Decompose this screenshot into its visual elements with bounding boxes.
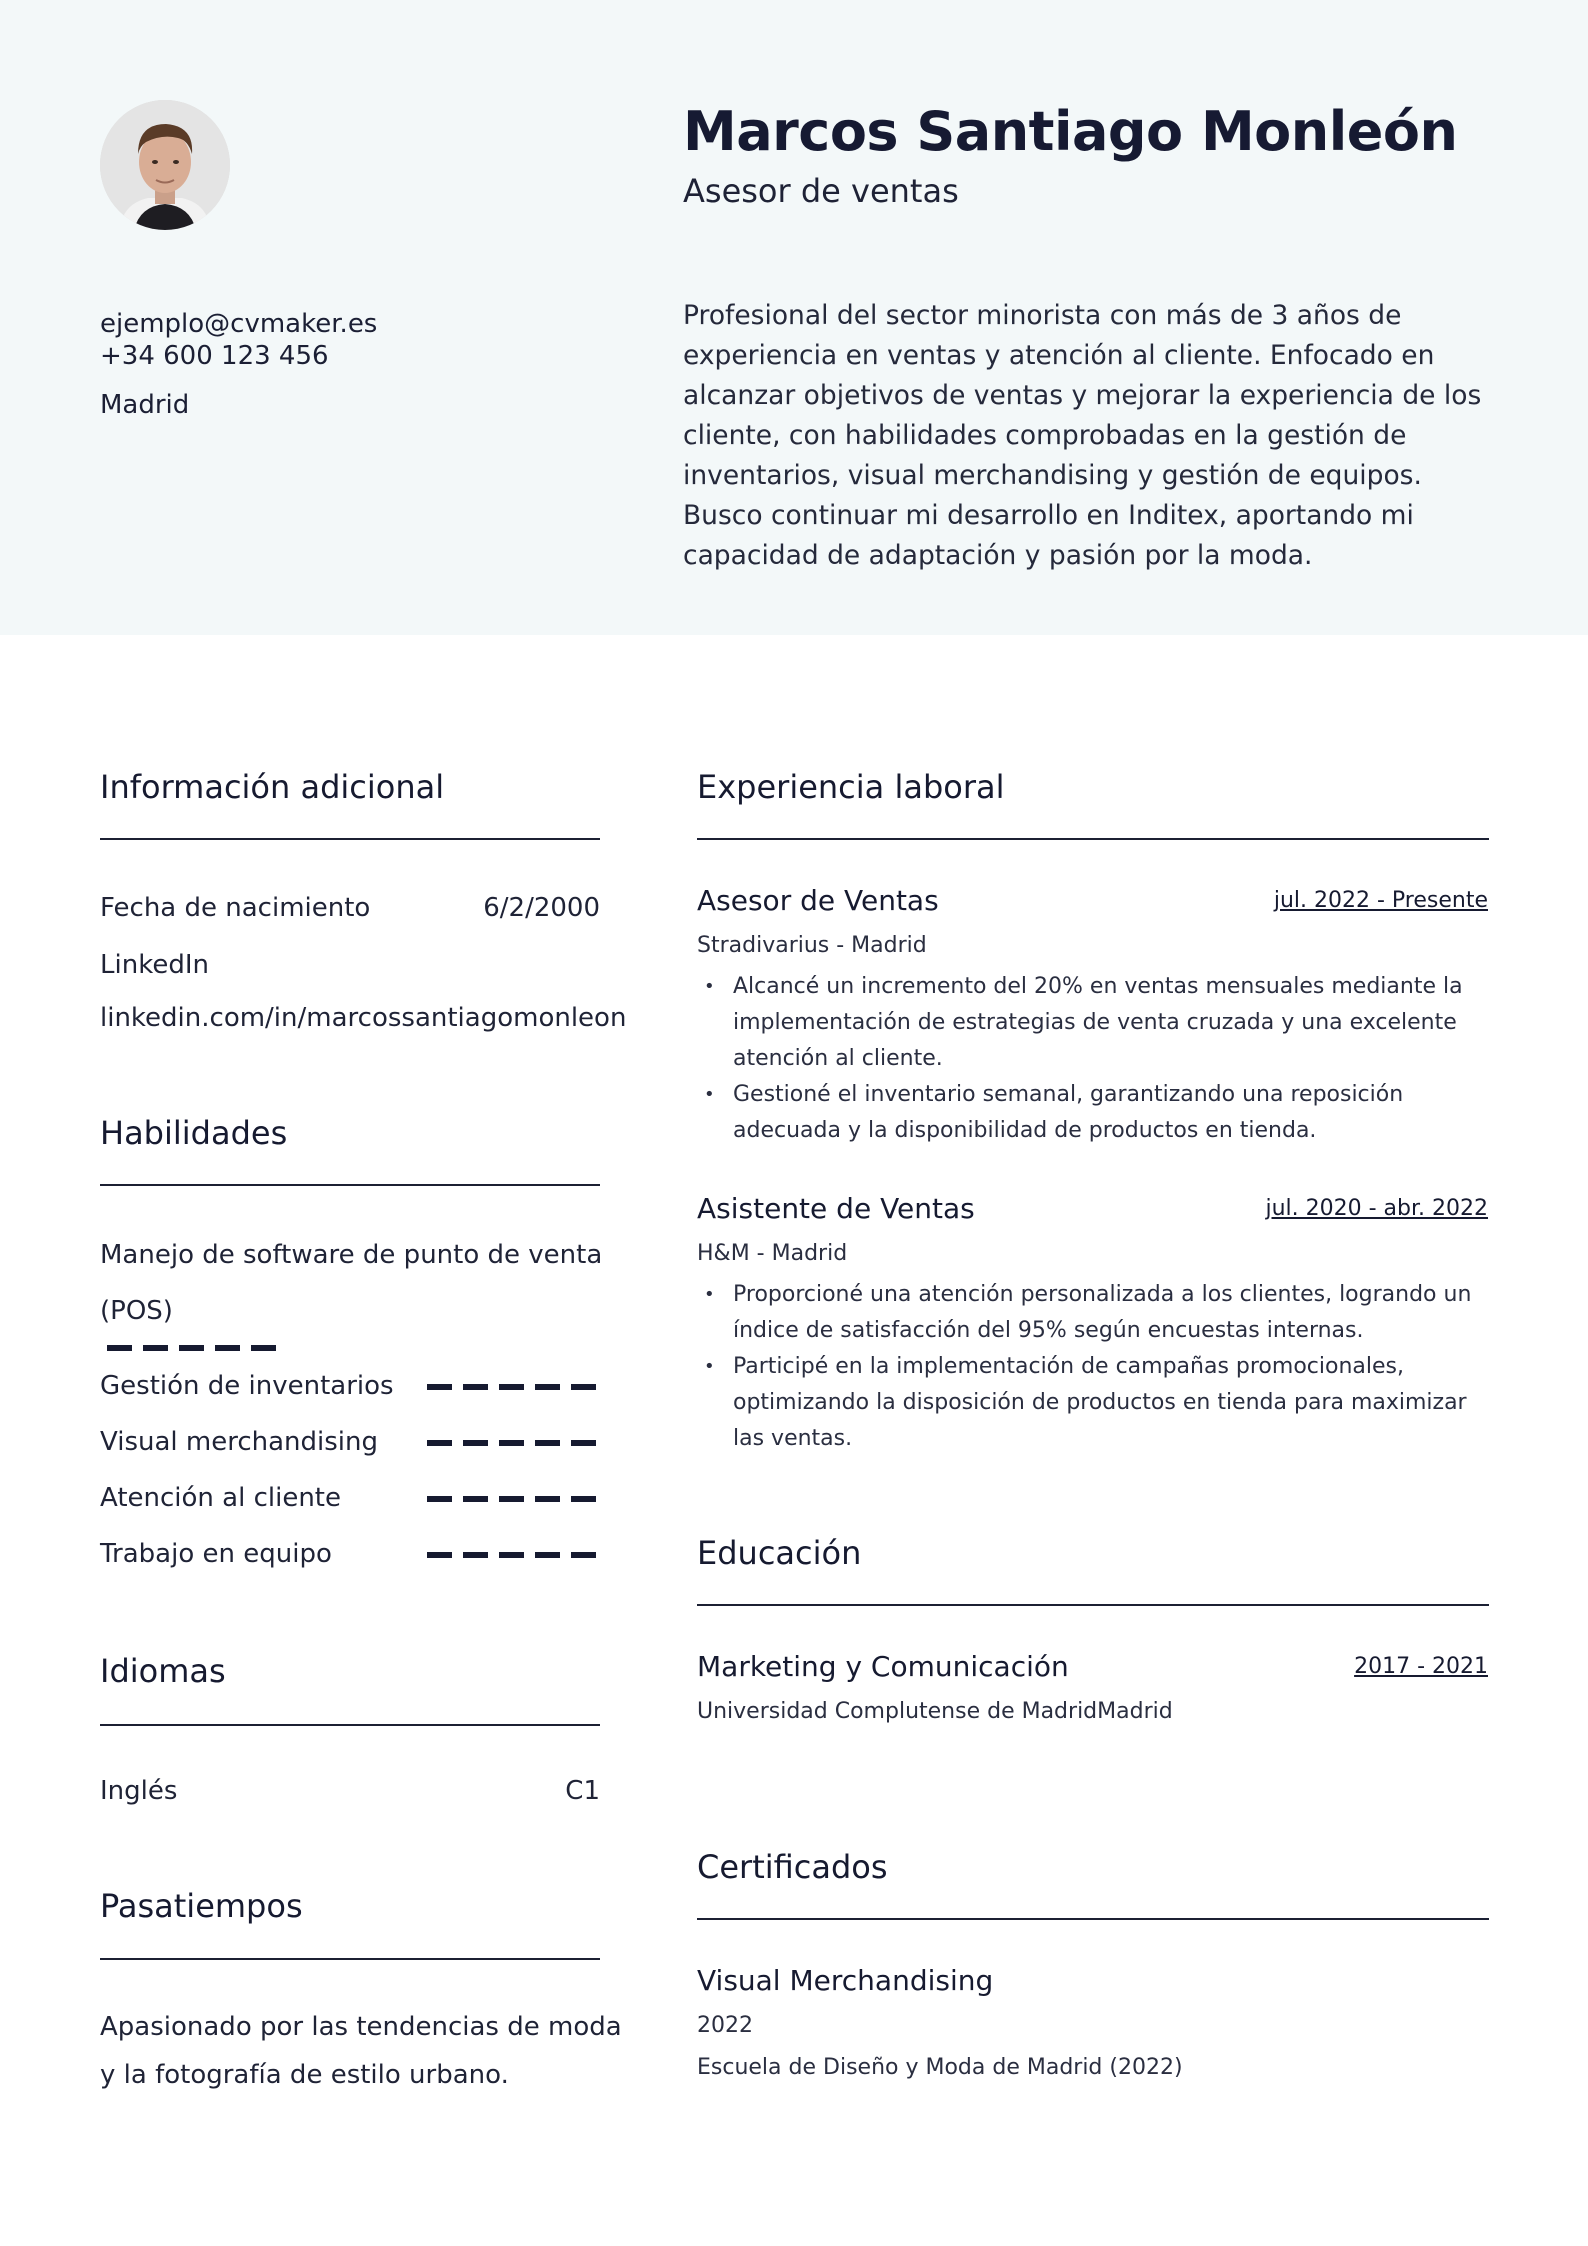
skill-level-bar xyxy=(427,1384,596,1390)
skill-level-segment xyxy=(499,1440,524,1446)
job-bullets xyxy=(697,969,1492,1149)
school-name: Universidad Complutense de MadridMadrid xyxy=(697,1699,1173,1724)
section-divider xyxy=(697,1918,1489,1920)
language-level: C1 xyxy=(565,1776,600,1806)
skill-level-segment xyxy=(499,1384,524,1390)
candidate-role: Asesor de ventas xyxy=(683,172,959,210)
birth-date-value: 6/2/2000 xyxy=(483,893,600,923)
skill-level-bar xyxy=(427,1552,596,1558)
job-company: H&M - Madrid xyxy=(697,1241,848,1266)
certificate-issuer: Escuela de Diseño y Moda de Madrid (2022) xyxy=(697,2055,1183,2080)
skill-level-segment xyxy=(251,1345,276,1351)
certificates-section xyxy=(697,1848,1489,1886)
birth-date-label: Fecha de nacimiento xyxy=(100,893,371,923)
profile-summary: Profesional del sector minorista con más de 3 años de experiencia en ventas y atención al cliente. Enfocado en alcanzar objetivos de ventas y mejorar la experiencia de los cliente, con habilidades comprobadas en la gestión de inventarios, visual merchandising y gestión de equipos. Busco continuar mi desarrollo en Inditex, aportando mi capacidad de adaptación y pasión por la moda. xyxy=(683,300,1482,571)
degree-title: Marketing y Comunicación xyxy=(697,1650,1069,1683)
language-name: Inglés xyxy=(100,1776,178,1806)
profile-photo xyxy=(100,100,230,230)
job-dates: jul. 2020 - abr. 2022 xyxy=(1265,1196,1488,1221)
skill-level-segment xyxy=(499,1552,524,1558)
section-divider xyxy=(100,1958,600,1960)
section-divider xyxy=(100,1724,600,1726)
skill-level-segment xyxy=(215,1345,240,1351)
skill-level-segment xyxy=(535,1496,560,1502)
phone-text: +34 600 123 456 xyxy=(100,341,329,371)
section-divider xyxy=(697,838,1489,840)
experience-section xyxy=(697,768,1489,806)
skill-name-continued: (POS) xyxy=(100,1296,173,1326)
education-section xyxy=(697,1534,1489,1572)
linkedin-link[interactable]: linkedin.com/in/marcossantiagomonleon xyxy=(100,1003,627,1033)
job-dates: jul. 2022 - Presente xyxy=(1273,888,1488,913)
job-bullets xyxy=(697,1277,1492,1457)
languages-section xyxy=(100,1652,600,1690)
skill-level-segment xyxy=(143,1345,168,1351)
job-title: Asesor de Ventas xyxy=(697,884,939,917)
skill-level-segment xyxy=(107,1345,132,1351)
section-divider xyxy=(100,1184,600,1186)
skill-level-segment xyxy=(463,1496,488,1502)
section-title: Experiencia laboral xyxy=(697,768,1005,806)
skill-level-segment xyxy=(535,1552,560,1558)
linkedin-label: LinkedIn xyxy=(100,950,209,980)
skill-level-segment xyxy=(571,1552,596,1558)
skill-level-segment xyxy=(427,1440,452,1446)
education-dates: 2017 - 2021 xyxy=(1354,1654,1488,1679)
certificate-name: Visual Merchandising xyxy=(697,1964,994,1997)
skills-section xyxy=(100,1114,600,1152)
skill-name: Visual merchandising xyxy=(100,1427,378,1457)
job-bullet: • Proporcioné una atención personalizada a los clientes, logrando un índice de satisfacción del 95% según encuestas internas. xyxy=(697,1277,1492,1349)
skill-name: Gestión de inventarios xyxy=(100,1371,394,1401)
section-title: Información adicional xyxy=(100,768,445,806)
candidate-name: Marcos Santiago Monleón xyxy=(683,100,1458,163)
job-company: Stradivarius - Madrid xyxy=(697,933,927,958)
skill-level-segment xyxy=(179,1345,204,1351)
contact-info xyxy=(100,308,377,421)
skill-level-bar xyxy=(427,1496,596,1502)
city-text: Madrid xyxy=(100,390,190,420)
skill-level-segment xyxy=(571,1384,596,1390)
section-divider xyxy=(697,1604,1489,1606)
skill-level-segment xyxy=(463,1440,488,1446)
skill-level-bar xyxy=(107,1345,276,1351)
skill-level-bar xyxy=(427,1440,596,1446)
certificate-year: 2022 xyxy=(697,2013,753,2038)
hobbies-text-continued: y la fotografía de estilo urbano. xyxy=(100,2060,509,2090)
language-row xyxy=(100,1776,600,1806)
section-title: Educación xyxy=(697,1534,862,1572)
job-bullet: • Participé en la implementación de campañas promocionales, optimizando la disposición de productos en tienda para maximizar las ventas. xyxy=(697,1349,1492,1457)
job-title: Asistente de Ventas xyxy=(697,1192,975,1225)
skill-name: Manejo de software de punto de venta xyxy=(100,1240,603,1270)
additional-info-section xyxy=(100,768,600,806)
skill-level-segment xyxy=(463,1384,488,1390)
section-title: Certificados xyxy=(697,1848,888,1886)
section-title: Habilidades xyxy=(100,1114,288,1152)
email-text: ejemplo@cvmaker.es xyxy=(100,309,378,339)
job-bullet: • Alcancé un incremento del 20% en ventas mensuales mediante la implementación de estrategias de venta cruzada y una excelente atención al cliente. xyxy=(697,969,1492,1077)
hobbies-text: Apasionado por las tendencias de moda xyxy=(100,2012,622,2042)
birth-date-row xyxy=(100,893,600,923)
skill-name: Atención al cliente xyxy=(100,1483,341,1513)
hobbies-section xyxy=(100,1887,600,1925)
section-title: Idiomas xyxy=(100,1652,226,1690)
skill-level-segment xyxy=(535,1440,560,1446)
skill-level-segment xyxy=(499,1496,524,1502)
skill-level-segment xyxy=(427,1384,452,1390)
skill-level-segment xyxy=(571,1440,596,1446)
person-photo-icon xyxy=(100,100,230,230)
skill-level-segment xyxy=(427,1552,452,1558)
section-title: Pasatiempos xyxy=(100,1887,303,1925)
skill-name: Trabajo en equipo xyxy=(100,1539,332,1569)
section-divider xyxy=(100,838,600,840)
skill-level-segment xyxy=(535,1384,560,1390)
skill-level-segment xyxy=(571,1496,596,1502)
skill-level-segment xyxy=(463,1552,488,1558)
job-bullet: • Gestioné el inventario semanal, garantizando una reposición adecuada y la disponibilidad de productos en tienda. xyxy=(697,1077,1492,1149)
skill-level-segment xyxy=(427,1496,452,1502)
